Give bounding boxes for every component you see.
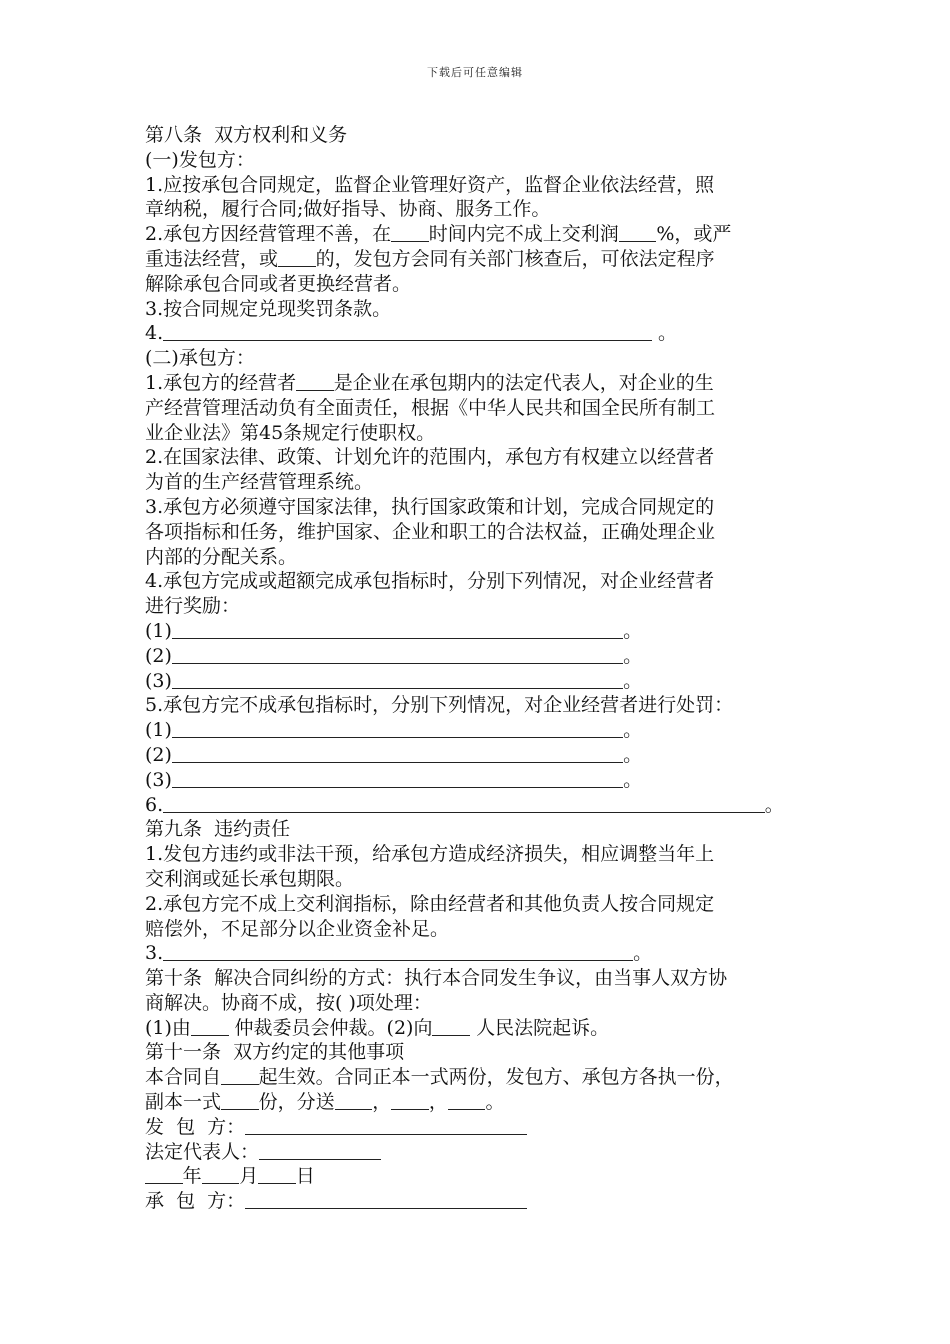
contract-line: 第十一条 双方约定的其他事项 bbox=[145, 1041, 405, 1064]
contract-line: 4. 。 bbox=[145, 322, 677, 345]
contract-line: 第八条 双方权利和义务 bbox=[145, 124, 348, 146]
fill-in-blank bbox=[172, 744, 623, 763]
fill-in-blank bbox=[163, 322, 652, 341]
contract-line: 3.按合同规定兑现奖罚条款。 bbox=[145, 297, 392, 320]
fill-in-blank bbox=[172, 645, 623, 664]
contract-line: 本合同自 起生效。合同正本一式两份，发包方、承包方各执一份， bbox=[145, 1066, 734, 1089]
contract-line: (二)承包方： bbox=[145, 347, 255, 370]
contract-body bbox=[145, 123, 835, 1214]
contract-line: 3. 。 bbox=[145, 942, 653, 965]
fill-in-blank bbox=[448, 1091, 486, 1110]
fill-in-blank bbox=[145, 1165, 183, 1184]
contract-line: 法定代表人： bbox=[145, 1140, 835, 1165]
fill-in-blank bbox=[163, 794, 765, 813]
contract-line: 解除承包合同或者更换经营者。 bbox=[145, 272, 412, 295]
page-header-note: 下载后可任意编辑 bbox=[427, 66, 523, 79]
fill-in-blank bbox=[619, 223, 657, 242]
fill-in-blank bbox=[191, 1017, 229, 1036]
contract-line: 3.承包方必须遵守国家法律，执行国家政策和计划，完成合同规定的 bbox=[145, 495, 715, 518]
contract-line: 各项指标和任务，维护国家、企业和职工的合法权益，正确处理企业 bbox=[145, 520, 716, 543]
contract-line: 5.承包方完不成承包指标时，分别下列情况，对企业经营者进行处罚： bbox=[145, 694, 734, 717]
contract-line: (一)发包方： bbox=[145, 148, 255, 171]
contract-line: (2) 。 bbox=[145, 743, 643, 766]
contract-line: 2.承包方因经营管理不善，在 时间内完不成上交利润 %，或严 bbox=[145, 223, 732, 246]
contract-line: 发 包 方： bbox=[145, 1115, 835, 1140]
contract-line: 章纳税，履行合同;做好指导、协商、服务工作。 bbox=[145, 198, 551, 221]
fill-in-blank bbox=[296, 372, 334, 391]
fill-in-blank bbox=[163, 942, 633, 961]
fill-in-blank bbox=[391, 223, 429, 242]
contract-line: 副本一式 份，分送 ， ， 。 bbox=[145, 1091, 505, 1114]
contract-line: 年 月 日 bbox=[145, 1164, 835, 1189]
fill-in-blank bbox=[172, 670, 623, 689]
contract-line: 1.应按承包合同规定，监督企业管理好资产，监督企业依法经营，照 bbox=[145, 173, 715, 196]
contract-line: 第十条 解决合同纠纷的方式：执行本合同发生争议，由当事人双方协 bbox=[145, 967, 728, 990]
contract-line: 承 包 方： bbox=[145, 1189, 835, 1214]
contract-line: 2.承包方完不成上交利润指标，除由经营者和其他负责人按合同规定 bbox=[145, 892, 715, 915]
fill-in-blank bbox=[432, 1017, 470, 1036]
contract-line: 2.在国家法律、政策、计划允许的范围内，承包方有权建立以经营者 bbox=[145, 446, 715, 469]
contract-line: 商解决。协商不成，按( )项处理： bbox=[145, 991, 432, 1014]
contract-line: (2) 。 bbox=[145, 644, 643, 667]
contract-line: 4.承包方完成或超额完成承包指标时，分别下列情况，对企业经营者 bbox=[145, 570, 715, 593]
contract-line: 产经营管理活动负有全面责任，根据《中华人民共和国全民所有制工 bbox=[145, 396, 716, 419]
fill-in-blank bbox=[172, 620, 623, 639]
fill-in-blank bbox=[245, 1116, 527, 1135]
contract-line: 1.发包方违约或非法干预，给承包方造成经济损失，相应调整当年上 bbox=[145, 843, 715, 866]
contract-line: 进行奖励： bbox=[145, 595, 241, 618]
contract-line: (1) 。 bbox=[145, 719, 643, 742]
contract-line: 1.承包方的经营者 是企业在承包期内的法定代表人，对企业的生 bbox=[145, 371, 714, 394]
fill-in-blank bbox=[335, 1091, 373, 1110]
fill-in-blank bbox=[258, 1165, 296, 1184]
contract-line: 交利润或延长承包期限。 bbox=[145, 867, 355, 890]
fill-in-blank bbox=[259, 1141, 381, 1160]
contract-line: 内部的分配关系。 bbox=[145, 545, 298, 568]
contract-line: 重违法经营，或 的，发包方会同有关部门核查后，可依法定程序 bbox=[145, 247, 715, 270]
fill-in-blank bbox=[391, 1091, 429, 1110]
fill-in-blank bbox=[172, 769, 623, 788]
contract-line: (3) 。 bbox=[145, 669, 643, 692]
contract-line: 赔偿外，不足部分以企业资金补足。 bbox=[145, 917, 450, 940]
contract-line: (1)由 仲裁委员会仲裁。(2)向 人民法院起诉。 bbox=[145, 1016, 610, 1039]
fill-in-blank bbox=[221, 1091, 259, 1110]
contract-line: 6. 。 bbox=[145, 793, 784, 816]
contract-line: (1) 。 bbox=[145, 619, 643, 642]
contract-line: 第九条 违约责任 bbox=[145, 818, 291, 841]
contract-line: 为首的生产经营管理系统。 bbox=[145, 471, 374, 494]
contract-line: 业企业法》第45条规定行使职权。 bbox=[145, 421, 436, 444]
fill-in-blank bbox=[278, 248, 316, 267]
fill-in-blank bbox=[221, 1066, 259, 1085]
fill-in-blank bbox=[245, 1190, 527, 1209]
fill-in-blank bbox=[202, 1165, 240, 1184]
fill-in-blank bbox=[172, 719, 623, 738]
contract-line: (3) 。 bbox=[145, 768, 643, 791]
